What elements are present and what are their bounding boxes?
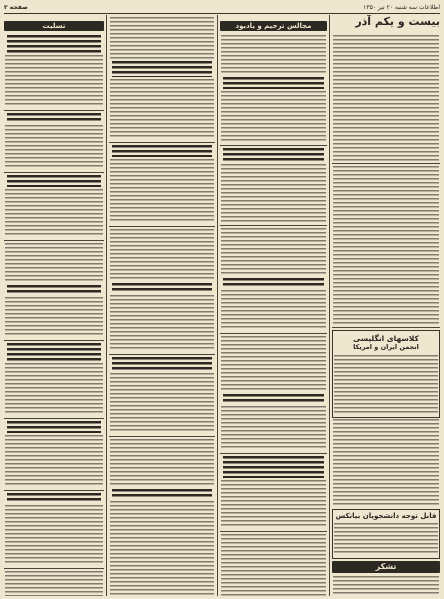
divider [220, 453, 327, 454]
divider [4, 418, 104, 419]
date-line: اطلاعات سه شنبه ۲۰ تیر ۱۳۵۰ [363, 4, 440, 11]
article-text [221, 164, 326, 222]
article-text [221, 480, 326, 528]
column-1 [332, 15, 440, 596]
page-number: صفحه ۲ [4, 4, 28, 11]
article-text [110, 159, 214, 223]
divider [332, 327, 440, 328]
bold-notice [112, 145, 212, 157]
article-text [221, 336, 326, 392]
article-text [5, 505, 103, 565]
divider [220, 225, 327, 226]
divider [109, 226, 215, 227]
divider [4, 240, 104, 241]
bold-notice [223, 394, 324, 404]
bold-notice [7, 493, 101, 503]
divider [4, 490, 104, 491]
article-text [110, 373, 214, 433]
article-text [221, 91, 326, 143]
article-text [5, 55, 103, 107]
divider [109, 142, 215, 143]
divider [220, 333, 327, 334]
column-2-title: مجالس ترحیم و یادبود [220, 21, 327, 31]
article-text [221, 35, 326, 75]
page-header [4, 2, 440, 14]
thanks-heading: تشکر [332, 561, 440, 573]
article-text [333, 576, 439, 596]
article-text [110, 17, 214, 59]
divider [4, 568, 104, 569]
article-text [221, 406, 326, 450]
bold-notice [7, 113, 101, 123]
bold-notice [112, 61, 212, 77]
article-text [5, 435, 103, 487]
article-text [333, 419, 439, 507]
column-4-title: تسلیت [4, 21, 104, 31]
column-1-title: بیست و یکم آذر [355, 15, 440, 28]
article-text [333, 166, 439, 324]
article-text [5, 297, 103, 337]
column-2 [220, 15, 327, 596]
divider [109, 354, 215, 355]
article-text [5, 243, 103, 283]
divider [220, 531, 327, 532]
divider [4, 340, 104, 341]
article-text [333, 35, 439, 161]
bold-notice [223, 278, 324, 288]
column-rule [217, 15, 218, 596]
bold-notice [223, 77, 324, 89]
bold-notice [112, 357, 212, 371]
article-text [5, 125, 103, 169]
divider [4, 172, 104, 173]
students-notice [332, 509, 440, 559]
column-rule [329, 15, 330, 596]
bold-notice [112, 283, 212, 293]
divider [4, 110, 104, 111]
bold-notice [7, 175, 101, 187]
article-text [5, 189, 103, 237]
english-class-ad [332, 330, 440, 418]
divider [332, 163, 440, 164]
article-text [110, 439, 214, 487]
bold-notice [223, 148, 324, 162]
column-rule [106, 15, 107, 596]
column-4 [4, 15, 104, 596]
english-class-title: کلاسهای انگلیسی [353, 334, 419, 343]
students-notice-title: قابل توجه دانشجویان بیانکس [335, 512, 437, 520]
article-text [221, 534, 326, 596]
article-text [110, 295, 214, 351]
article-text [221, 228, 326, 276]
divider [109, 436, 215, 437]
english-class-subtitle: انجمن ایران و امریکا [353, 343, 419, 351]
bold-notice [7, 35, 101, 53]
divider [220, 145, 327, 146]
article-text [110, 79, 214, 139]
article-text [110, 229, 214, 281]
columns-area [4, 15, 440, 596]
article-text [5, 571, 103, 596]
column-3 [109, 15, 215, 596]
bold-notice [7, 421, 101, 433]
column-1-heading [332, 15, 440, 33]
ad-text [334, 355, 438, 413]
bold-notice [112, 489, 212, 499]
bold-notice [7, 285, 101, 295]
bold-notice [7, 343, 101, 361]
article-text [5, 363, 103, 415]
ad-text [334, 523, 438, 554]
article-text [110, 501, 214, 596]
bold-notice [223, 456, 324, 478]
article-text [221, 290, 326, 330]
